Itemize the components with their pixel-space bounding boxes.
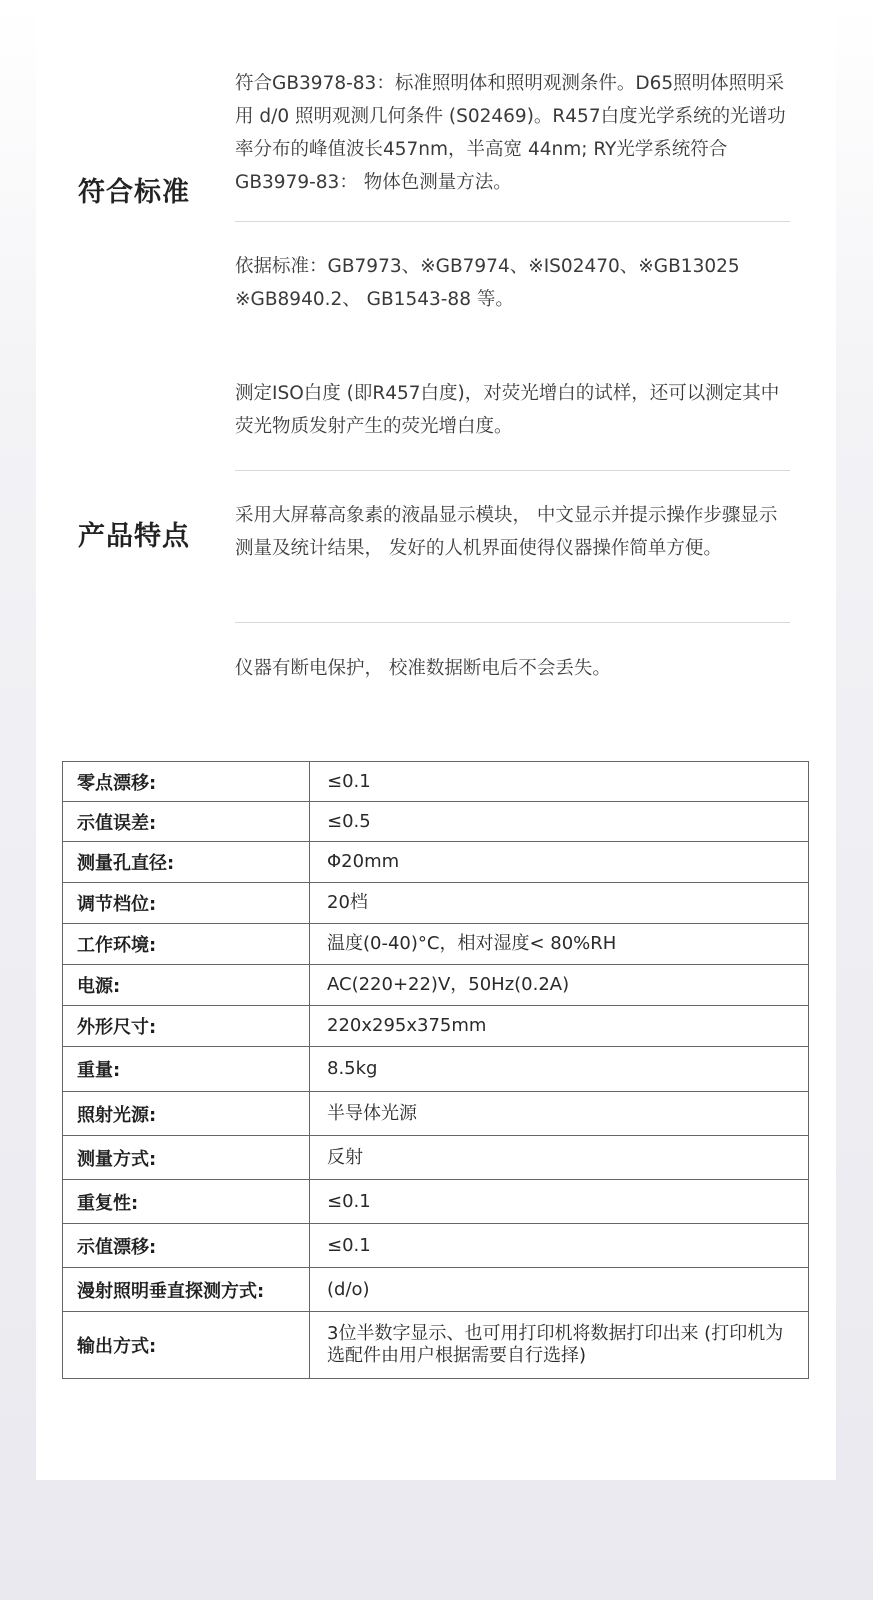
table-row: [63, 1047, 809, 1092]
spec-value: ≤0.1: [310, 1224, 809, 1268]
table-row: [63, 1312, 809, 1379]
spec-value: 温度(0-40)°C，相对湿度< 80%RH: [310, 924, 809, 965]
spec-value: ≤0.5: [310, 802, 809, 842]
spec-label: 照射光源:: [63, 1092, 310, 1136]
divider: [235, 622, 790, 623]
features-title: 产品特点: [78, 521, 190, 552]
spec-label: 重量:: [63, 1047, 310, 1092]
features-paragraph-2: 仪器有断电保护， 校准数据断电后不会丢失。: [235, 658, 611, 679]
content-card: [36, 0, 836, 1480]
spec-value: AC(220+22)V，50Hz(0.2A): [310, 965, 809, 1006]
spec-value: 20档: [310, 883, 809, 924]
spec-label: 零点漂移:: [63, 762, 310, 802]
spec-value: 反射: [310, 1136, 809, 1180]
table-row: [63, 1092, 809, 1136]
standards-paragraph-1: 符合GB3978-83：标准照明体和照明观测条件。D65照明体照明采用 d/0 照明观测几何条件 (S02469)。R457白度光学系统的光谱功率分布的峰值波长457nm，半高宽 44nm; RY光学系统符合 GB3979-83： 物体色测量方法。: [235, 73, 786, 193]
spec-label: 工作环境:: [63, 924, 310, 965]
spec-label: 输出方式:: [63, 1312, 310, 1379]
spec-value: ≤0.1: [310, 1180, 809, 1224]
spec-label: 外形尺寸:: [63, 1006, 310, 1047]
spec-label: 调节档位:: [63, 883, 310, 924]
spec-label: 电源:: [63, 965, 310, 1006]
standards-title: 符合标准: [78, 177, 190, 208]
divider: [235, 221, 790, 222]
spec-label: 重复性:: [63, 1180, 310, 1224]
spec-value: (d/o): [310, 1268, 809, 1312]
spec-label: 测量孔直径:: [63, 842, 310, 883]
spec-table: [62, 761, 809, 1379]
spec-value: Φ20mm: [310, 842, 809, 883]
table-row: [63, 842, 809, 883]
spec-label: 示值漂移:: [63, 1224, 310, 1268]
table-row: [63, 1180, 809, 1224]
standards-paragraph-2: 依据标准：GB7973、※GB7974、※IS02470、※GB13025 ※GB8940.2、 GB1543-88 等。: [235, 256, 740, 310]
table-row: [63, 1268, 809, 1312]
table-row: [63, 762, 809, 802]
spec-label: 测量方式:: [63, 1136, 310, 1180]
table-row: [63, 1224, 809, 1268]
spec-value: 220x295x375mm: [310, 1006, 809, 1047]
spec-value: ≤0.1: [310, 762, 809, 802]
table-row: [63, 924, 809, 965]
features-paragraph-1: 采用大屏幕高象素的液晶显示模块， 中文显示并提示操作步骤显示测量及统计结果， 发好的人机界面使得仪器操作简单方便。: [235, 505, 778, 559]
table-row: [63, 883, 809, 924]
spec-label: 示值误差:: [63, 802, 310, 842]
table-row: [63, 802, 809, 842]
spec-value: 半导体光源: [310, 1092, 809, 1136]
divider: [235, 470, 790, 471]
table-row: [63, 1136, 809, 1180]
table-row: [63, 965, 809, 1006]
spec-value: 3位半数字显示、也可用打印机将数据打印出来 (打印机为选配件由用户根据需要自行选择): [310, 1312, 809, 1379]
standards-paragraph-3: 测定ISO白度 (即R457白度)，对荧光增白的试样，还可以测定其中荧光物质发射产生的荧光增白度。: [235, 383, 780, 437]
spec-value: 8.5kg: [310, 1047, 809, 1092]
table-row: [63, 1006, 809, 1047]
spec-label: 漫射照明垂直探测方式:: [63, 1268, 310, 1312]
